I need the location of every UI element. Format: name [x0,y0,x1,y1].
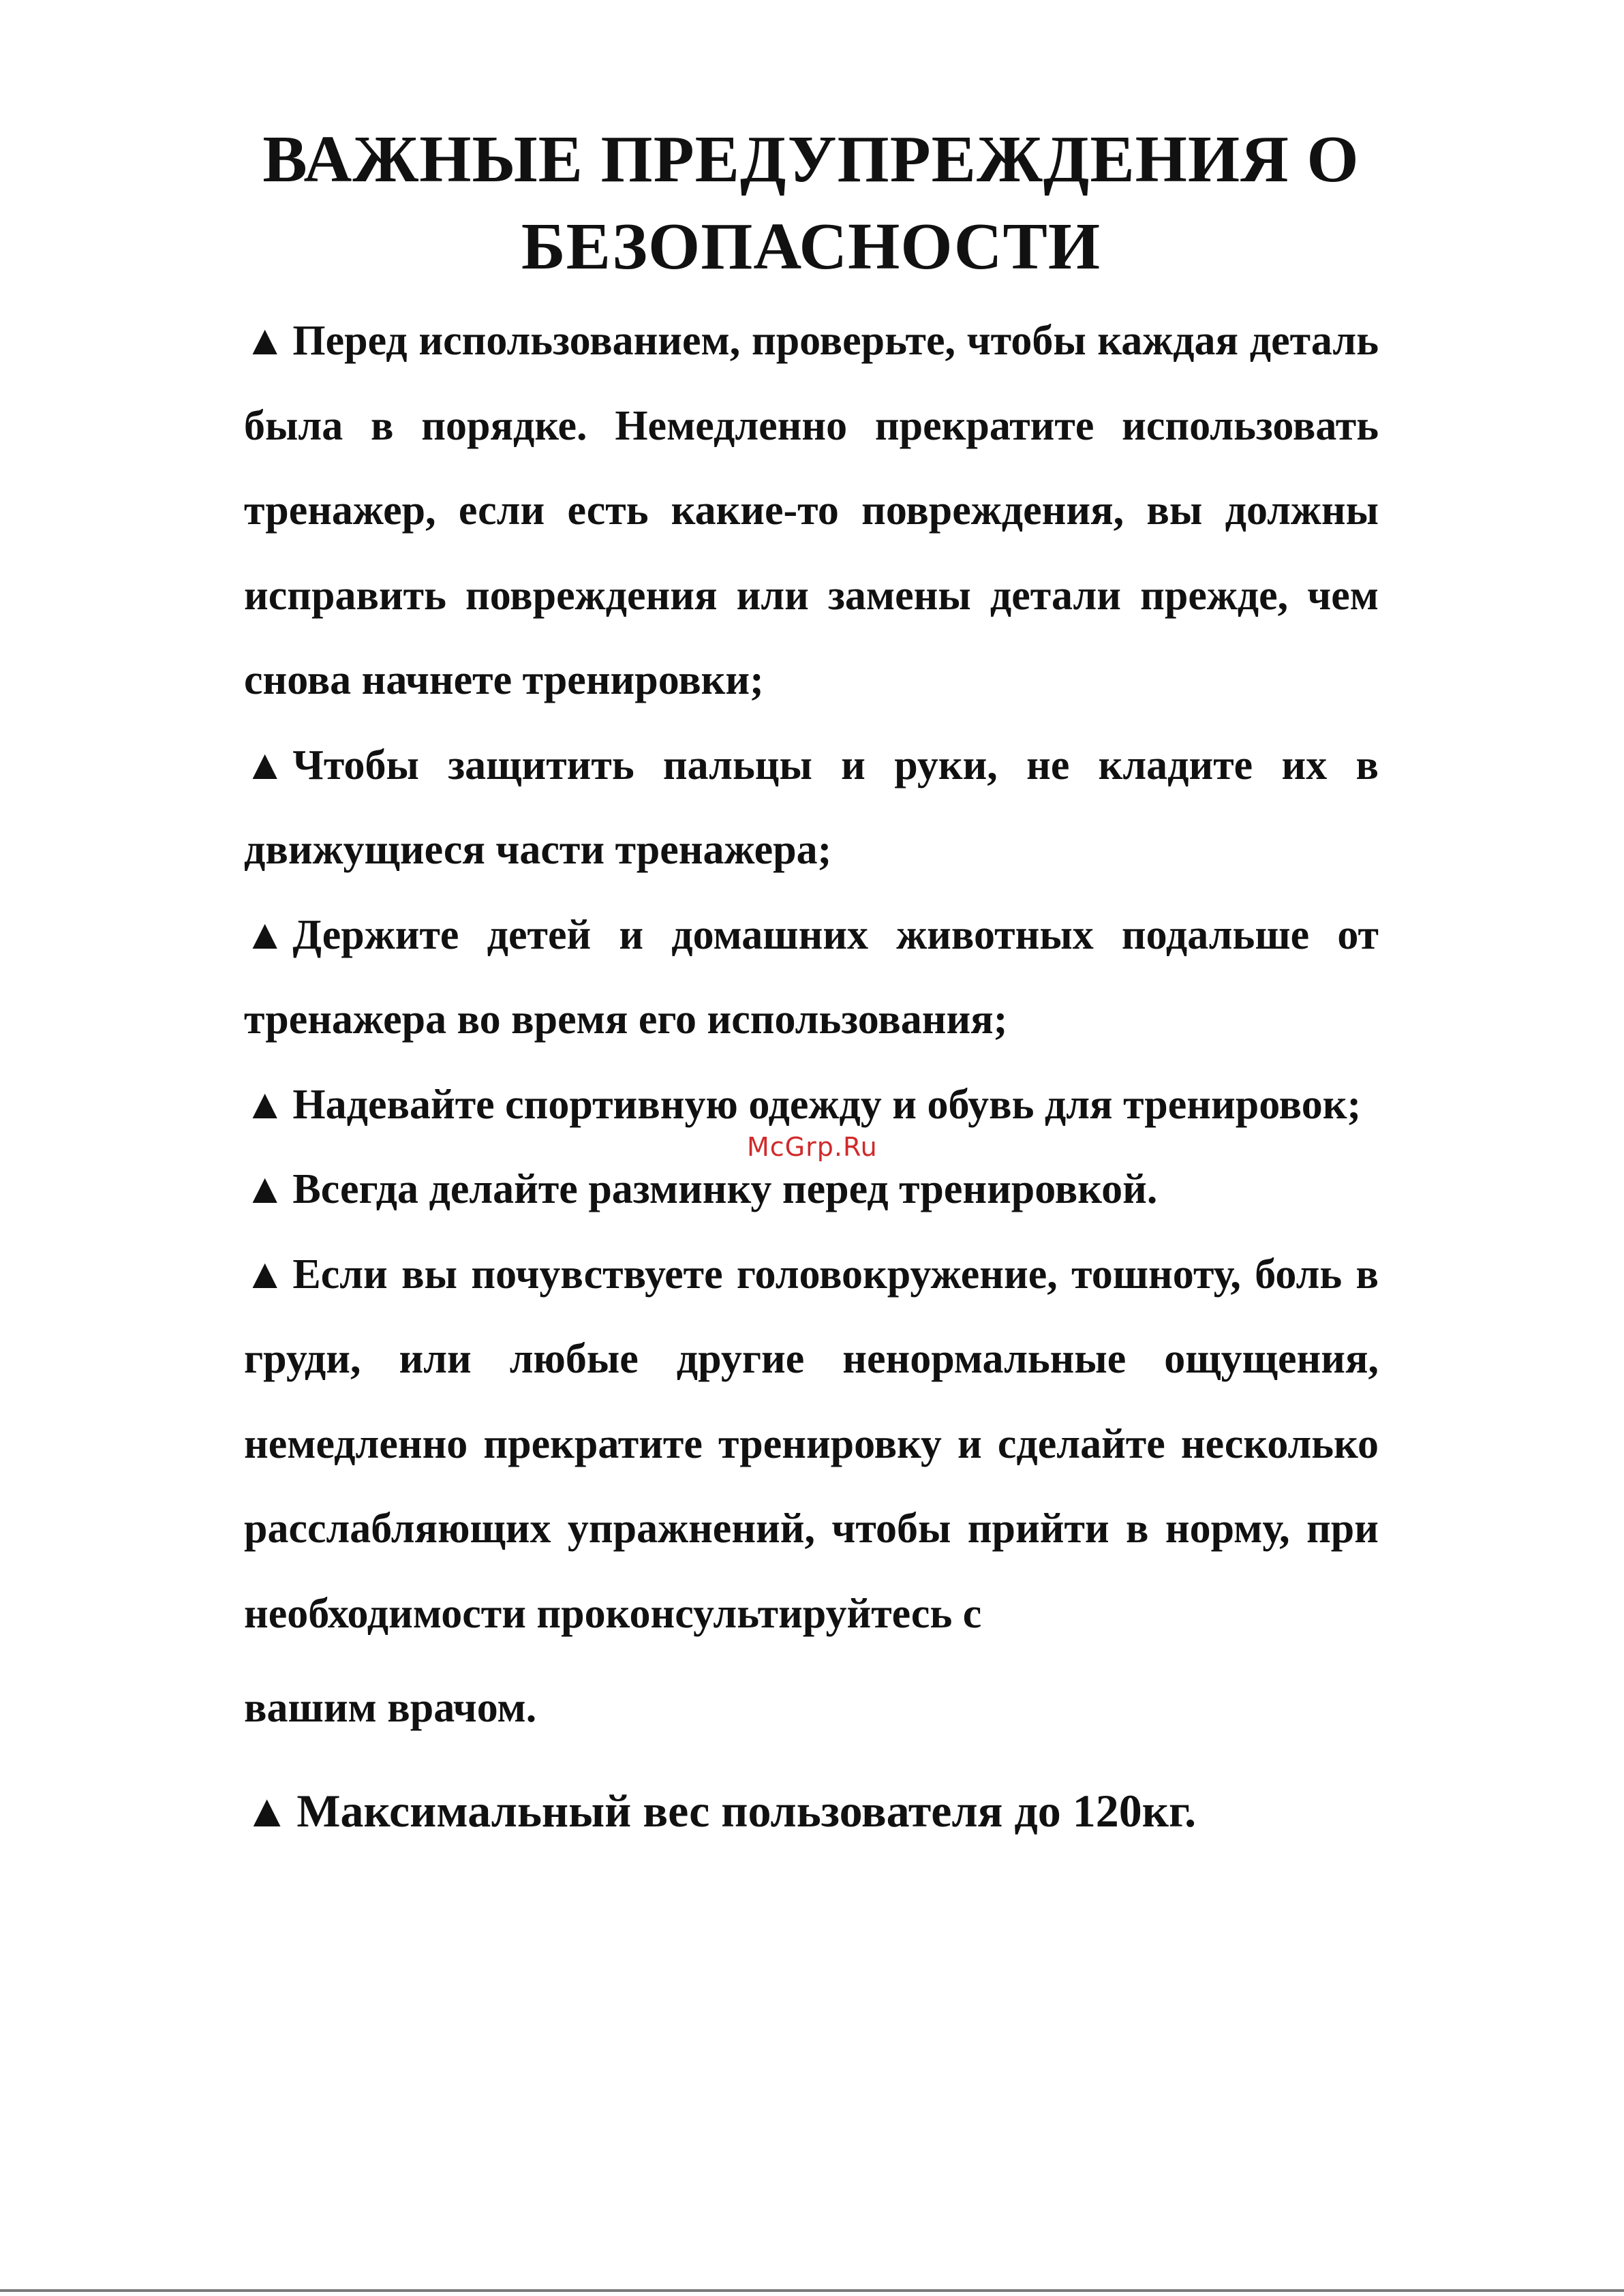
warning-text: Чтобы защитить пальцы и руки, не кладите их в движущиеся части тренажера; [244,741,1379,873]
triangle-bullet-icon: ▲ [244,1166,286,1212]
title-line-2: БЕЗОПАСНОСТИ [521,210,1101,284]
warning-text: Максимальный вес пользователя до 120кг. [296,1784,1197,1837]
page-title [204,116,1418,290]
warning-item-children [244,893,1379,1062]
warning-text: Всегда делайте разминку перед тренировкой. [292,1166,1158,1212]
warning-item-doctor-line [244,1666,1379,1751]
page-bottom-divider [0,2289,1624,2292]
warning-text: вашим врачом. [244,1685,537,1731]
triangle-bullet-icon: ▲ [244,1251,286,1298]
safety-warnings-list [244,299,1379,1853]
title-line-1: ВАЖНЫЕ ПРЕДУПРЕЖДЕНИЯ О [262,123,1360,196]
triangle-bullet-icon: ▲ [244,911,286,958]
triangle-bullet-icon: ▲ [244,1784,290,1837]
warning-item-max-weight [244,1769,1379,1854]
warning-text: Если вы почувствуете головокружение, тошноту, боль в груди, или любые другие ненормальные ощущения, немедленно прекратите тренировку и сделайте несколько расслабляющих упражнений, чтобы прийти в норму, при необходимости проконсультируйтесь с [244,1251,1379,1637]
triangle-bullet-icon: ▲ [244,741,286,789]
triangle-bullet-icon: ▲ [244,318,286,364]
warning-item-dizziness [244,1232,1379,1657]
warning-text: Перед использованием, проверьте, чтобы каждая деталь была в порядке. Немедленно прекратите использовать тренажер, если есть какие-то повреждения, вы должны исправить повреждения или замены детали прежде, чем снова начнете тренировки; [244,318,1379,703]
watermark-text: McGrp.Ru [747,1132,878,1162]
warning-item-fingers [244,723,1379,893]
warning-text: Надевайте спортивную одежду и обувь для тренировок; [292,1081,1362,1128]
warning-item-inspect [244,299,1379,723]
warning-text: Держите детей и домашних животных подальше от тренажера во время его использования; [244,911,1379,1043]
triangle-bullet-icon: ▲ [244,1081,286,1128]
